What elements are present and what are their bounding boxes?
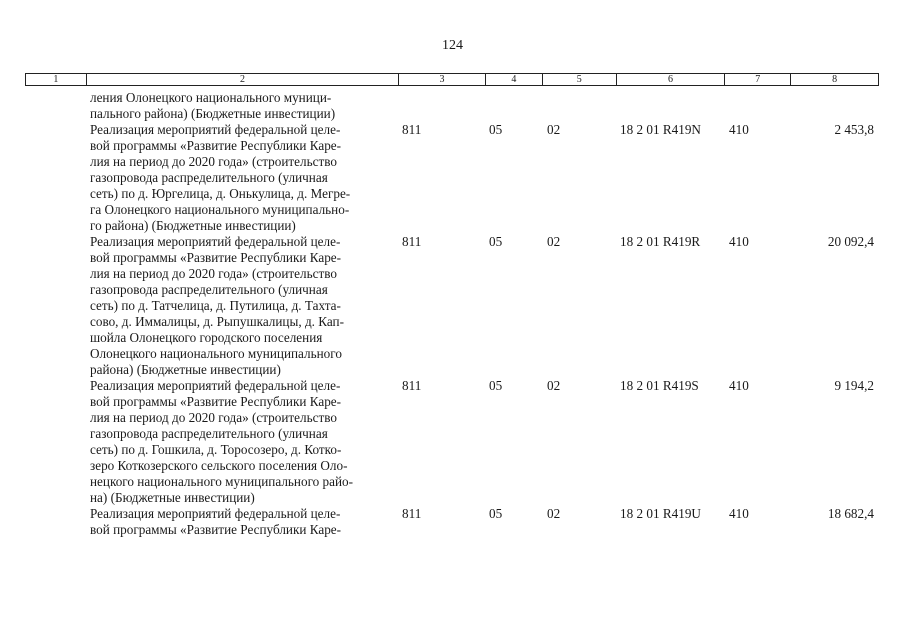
table-body bbox=[0, 90, 905, 538]
code-expense-type: 410 bbox=[729, 122, 749, 137]
table-header-row bbox=[25, 73, 879, 86]
column-header-2: 2 bbox=[86, 74, 398, 85]
row-description: Реализация мероприятий федеральной целе- вой программы «Развитие Республики Каре- лия на период до 2020 года» (строительство газопровода распределительного (уличная сеть) по д. Юргелица, д. Онькулица, д. Мегре- га Олонецкого национального муниципально- го района) (Бюджетные инвестиции) bbox=[90, 122, 351, 233]
code-target-article: 18 2 01 R419U bbox=[620, 506, 701, 521]
table-row bbox=[0, 234, 905, 378]
code-subsection: 02 bbox=[547, 122, 561, 137]
code-subsection: 02 bbox=[547, 378, 561, 393]
amount: 2 453,8 bbox=[834, 122, 874, 137]
row-description: Реализация мероприятий федеральной целе- вой программы «Развитие Республики Каре- лия на период до 2020 года» (строительство газопровода распределительного (уличная сеть) по д. Татчелица, д. Путилица, д. Тахта- сово, д. Иммалицы, д. Рыпушкалицы, д. Кап- шойла Олонецкого городского поселения Олонецкого национального муниципального района) (Бюджетные инвестиции) bbox=[90, 234, 345, 377]
column-header-6: 6 bbox=[616, 74, 725, 85]
code-target-article: 18 2 01 R419N bbox=[620, 122, 701, 137]
code-ministry: 811 bbox=[402, 122, 422, 137]
table-row bbox=[0, 506, 905, 538]
code-expense-type: 410 bbox=[729, 378, 749, 393]
row-description: ления Олонецкого национального муници- пального района) (Бюджетные инвестиции) bbox=[90, 90, 336, 121]
code-section: 05 bbox=[489, 378, 503, 393]
page-number: 124 bbox=[442, 38, 463, 53]
table-row bbox=[0, 90, 905, 122]
code-target-article: 18 2 01 R419R bbox=[620, 234, 701, 249]
amount: 9 194,2 bbox=[834, 378, 874, 393]
code-section: 05 bbox=[489, 506, 503, 521]
code-target-article: 18 2 01 R419S bbox=[620, 378, 699, 393]
table-row bbox=[0, 122, 905, 234]
code-expense-type: 410 bbox=[729, 234, 749, 249]
column-header-8: 8 bbox=[790, 74, 878, 85]
table-row bbox=[0, 378, 905, 506]
row-description: Реализация мероприятий федеральной целе- вой программы «Развитие Республики Каре- bbox=[90, 506, 342, 537]
column-header-3: 3 bbox=[398, 74, 485, 85]
column-header-5: 5 bbox=[542, 74, 616, 85]
amount: 18 682,4 bbox=[827, 506, 874, 521]
code-ministry: 811 bbox=[402, 506, 422, 521]
code-section: 05 bbox=[489, 122, 503, 137]
column-header-1: 1 bbox=[53, 74, 59, 85]
amount: 20 092,4 bbox=[827, 234, 874, 249]
code-ministry: 811 bbox=[402, 378, 422, 393]
code-subsection: 02 bbox=[547, 506, 561, 521]
code-ministry: 811 bbox=[402, 234, 422, 249]
code-section: 05 bbox=[489, 234, 503, 249]
row-description: Реализация мероприятий федеральной целе- вой программы «Развитие Республики Каре- лия на период до 2020 года» (строительство газопровода распределительного (уличная сеть) по д. Гошкила, д. Торосозеро, д. Котко- зеро Коткозерского сельского поселения Оло- нецкого национального муниципального райо- на) (Бюджетные инвестиции) bbox=[90, 378, 354, 505]
code-expense-type: 410 bbox=[729, 506, 749, 521]
column-header-7: 7 bbox=[724, 74, 790, 85]
column-header-4: 4 bbox=[485, 74, 542, 85]
code-subsection: 02 bbox=[547, 234, 561, 249]
